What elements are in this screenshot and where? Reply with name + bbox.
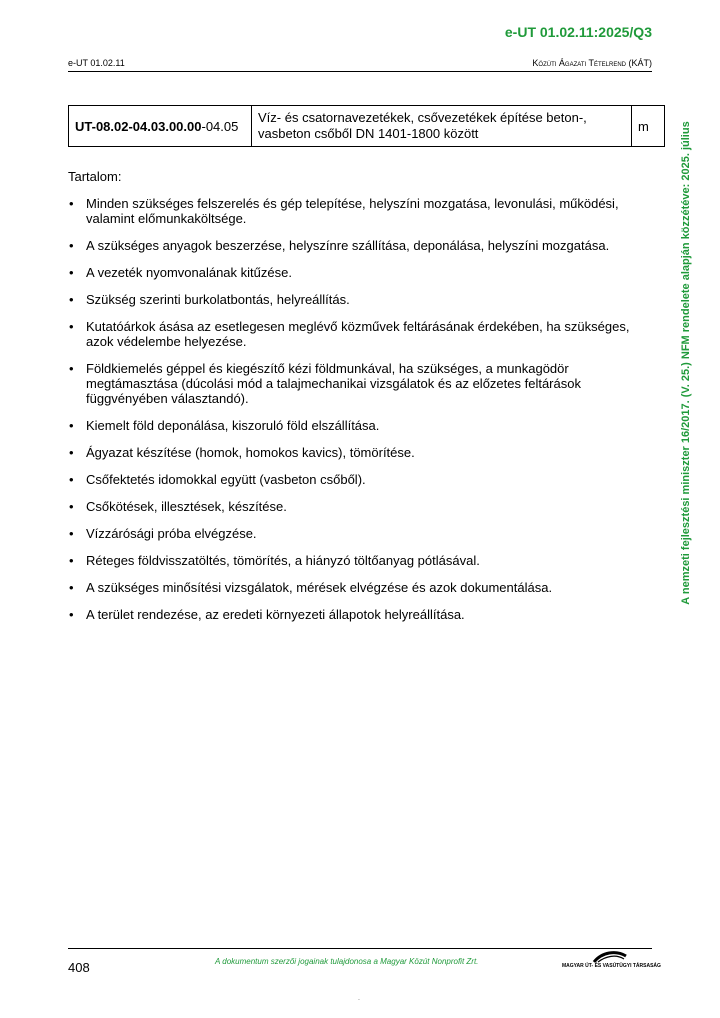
- content-list-item-text: Csőfektetés idomokkal együtt (vasbeton csőből).: [86, 472, 366, 487]
- item-row: [69, 106, 665, 147]
- item-unit: m: [632, 106, 665, 147]
- content-list-item-text: Kutatóárkok ásása az esetlegesen meglévő közművek feltárásának érdekében, ha szükséges, azok védelembe helyezése.: [86, 319, 630, 349]
- header-right: Közúti Ágazati Tételrend (KÁT): [532, 58, 652, 68]
- bottom-mark: .: [358, 995, 360, 1002]
- content-list-item: [68, 292, 653, 307]
- content-list-item: [68, 445, 653, 460]
- content-list-item-text: A terület rendezése, az eredeti környezeti állapotok helyreállítása.: [86, 607, 465, 622]
- item-code-bold: UT-08.02-04.03.00.00: [75, 118, 202, 134]
- content-list-item: [68, 526, 653, 541]
- content-list: [68, 196, 653, 634]
- content-list-item-text: A szükséges minősítési vizsgálatok, mérések elvégzése és azok dokumentálása.: [86, 580, 553, 595]
- content-list-item: [68, 196, 653, 226]
- side-note: A nemzeti fejlesztési miniszter 16/2017. (V. 25.) NFM rendelete alapján közzétéve: 2025. július: [680, 121, 692, 605]
- content-list-item: [68, 580, 653, 595]
- content-list-item: [68, 553, 653, 568]
- bullet-marker: •: [69, 196, 74, 211]
- mauttsz-logo: [562, 950, 661, 974]
- item-code-cell: [69, 106, 252, 147]
- page-number: 408: [68, 960, 90, 975]
- item-description: Víz- és csatornavezetékek, csővezetékek építése beton-, vasbeton csőből DN 1401-1800 között: [252, 106, 632, 147]
- header-divider: [68, 71, 652, 72]
- bullet-marker: •: [69, 445, 74, 460]
- bullet-marker: •: [69, 319, 74, 334]
- content-list-item-text: A szükséges anyagok beszerzése, helyszínre szállítása, deponálása, helyszíni mozgatása.: [86, 238, 610, 253]
- content-list-item: [68, 265, 653, 280]
- content-list-item: [68, 361, 653, 406]
- content-list-item-text: Kiemelt föld deponálása, kiszoruló föld elszállítása.: [86, 418, 380, 433]
- mauttsz-logo-icon: [592, 950, 628, 964]
- footer-divider: [68, 948, 652, 949]
- content-label: Tartalom:: [68, 169, 122, 184]
- bullet-marker: •: [69, 580, 74, 595]
- bullet-marker: •: [69, 418, 74, 433]
- content-list-item-text: A vezeték nyomvonalának kitűzése.: [86, 265, 292, 280]
- bullet-marker: •: [69, 499, 74, 514]
- bullet-marker: •: [69, 238, 74, 253]
- content-list-item: [68, 319, 653, 349]
- bullet-marker: •: [69, 361, 74, 376]
- bullet-marker: •: [69, 526, 74, 541]
- content-list-item-text: Szükség szerinti burkolatbontás, helyreállítás.: [86, 292, 350, 307]
- bullet-marker: •: [69, 472, 74, 487]
- content-list-item-text: Ágyazat készítése (homok, homokos kavics), tömörítése.: [86, 445, 415, 460]
- bullet-marker: •: [69, 607, 74, 622]
- bullet-marker: •: [69, 265, 74, 280]
- header-left: e-UT 01.02.11: [68, 58, 125, 68]
- bullet-marker: •: [69, 553, 74, 568]
- doc-code: e-UT 01.02.11:2025/Q3: [504, 24, 652, 40]
- item-table: [68, 105, 665, 147]
- content-list-item: [68, 499, 653, 514]
- content-list-item: [68, 418, 653, 433]
- content-list-item-text: Csőkötések, illesztések, készítése.: [86, 499, 287, 514]
- copyright-notice: A dokumentum szerzői jogainak tulajdonosa a Magyar Közút Nonprofit Zrt.: [215, 957, 479, 966]
- logo-text: MAGYAR ÚT- ÉS VASÚTÜGYI TÁRSASÁG: [562, 963, 661, 969]
- content-list-item-text: Minden szükséges felszerelés és gép telepítése, helyszíni mozgatása, levonulási, működési, valamint előmunkaköltsége.: [86, 196, 619, 226]
- content-list-item: [68, 472, 653, 487]
- content-list-item: [68, 607, 653, 622]
- content-list-item-text: Réteges földvisszatöltés, tömörítés, a hiányzó töltőanyag pótlásával.: [86, 553, 480, 568]
- item-code-suffix: -04.05: [201, 118, 239, 134]
- content-list-item-text: Vízzárósági próba elvégzése.: [86, 526, 257, 541]
- content-list-item: [68, 238, 653, 253]
- content-list-item-text: Földkiemelés géppel és kiegészítő kézi földmunkával, ha szükséges, a munkagödör megtámasztása (dúcolási mód a talajmechanikai vizsgálatok és az előzetes feltárások függvényében választandó).: [86, 361, 581, 406]
- bullet-marker: •: [69, 292, 74, 307]
